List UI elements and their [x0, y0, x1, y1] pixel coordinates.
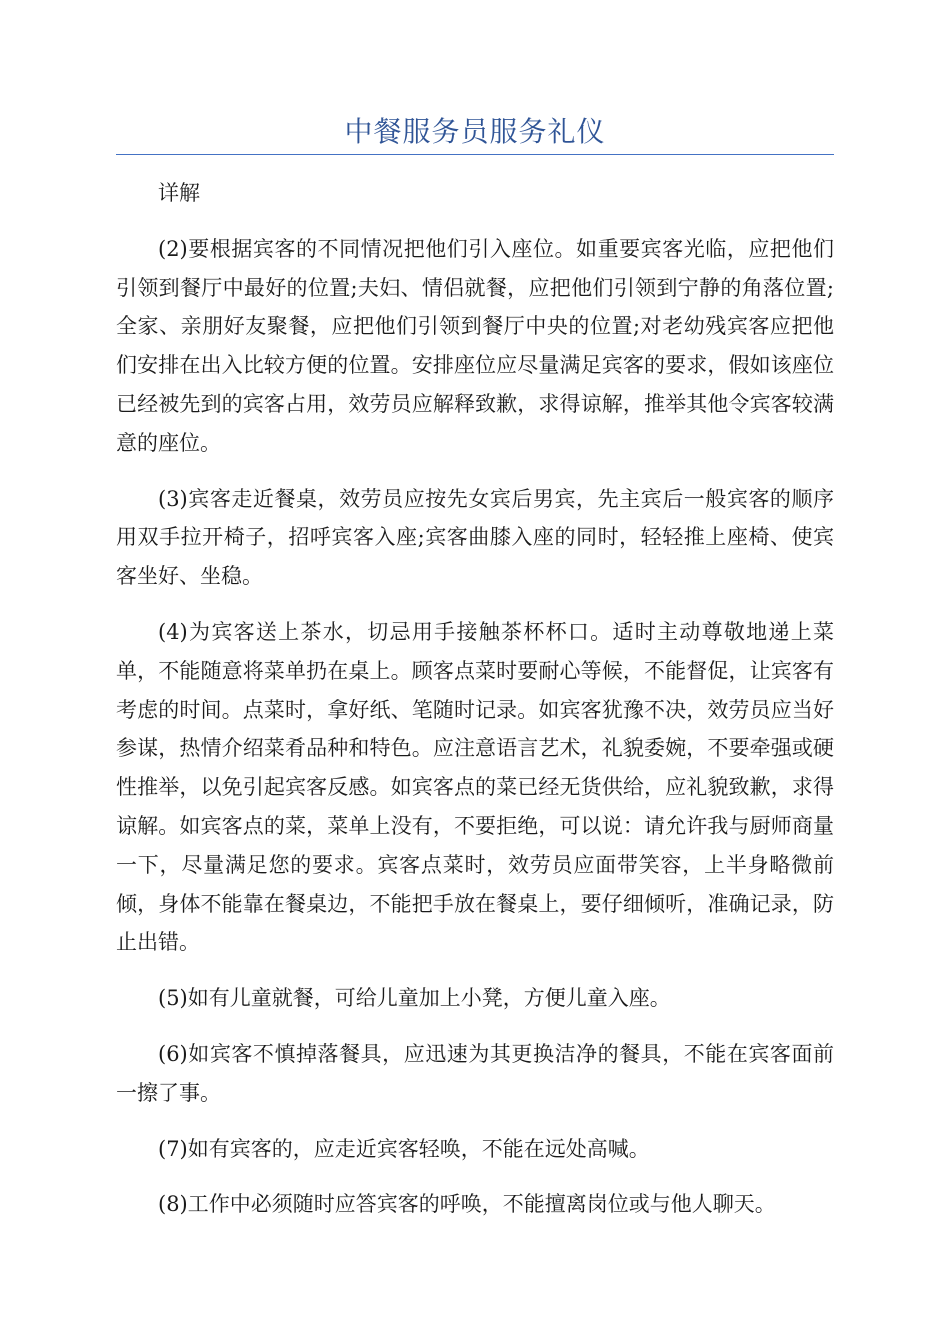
paragraph-7: (7)如有宾客的，应走近宾客轻唤，不能在远处高喊。: [158, 1136, 650, 1161]
paragraph-2: (2)要根据宾客的不同情况把他们引入座位。如重要宾客光临，应把他们引领到餐厅中最好的位置;夫妇、情侣就餐，应把他们引领到宁静的角落位置;全家、亲朋好友聚餐，应把他们引领到餐厅中央的位置;对老幼残宾客应把他们安排在出入比较方便的位置。安排座位应尽量满足宾客的要求，假如该座位已经被先到的宾客占用，效劳员应解释致歉，求得谅解，推举其他令宾客较满意的座位。: [116, 236, 834, 455]
paragraph-4: (4)为宾客送上茶水，切忌用手接触茶杯杯口。适时主动尊敬地递上菜单，不能随意将菜单扔在桌上。顾客点菜时要耐心等候，不能督促，让宾客有考虑的时间。点菜时，拿好纸、笔随时记录。如宾客犹豫不决，效劳员应当好参谋，热情介绍菜肴品种和特色。应注意语言艺术，礼貌委婉，不要牵强或硬性推举，以免引起宾客反感。如宾客点的菜已经无货供给，应礼貌致歉，求得谅解。如宾客点的菜，菜单上没有，不要拒绝，可以说：请允许我与厨师商量一下，尽量满足您的要求。宾客点菜时，效劳员应面带笑容，上半身略微前倾，身体不能靠在餐桌边，不能把手放在餐桌上，要仔细倾听，准确记录，防止出错。: [116, 619, 834, 955]
document-title: 中餐服务员服务礼仪: [344, 115, 606, 148]
paragraph-intro: 详解: [158, 181, 200, 205]
paragraph-5: (5)如有儿童就餐，可给儿童加上小凳，方便儿童入座。: [158, 986, 671, 1011]
paragraph-8: (8)工作中必须随时应答宾客的呼唤，不能擅离岗位或与他人聊天。: [158, 1192, 776, 1217]
paragraph-3: (3)宾客走近餐桌，效劳员应按先女宾后男宾，先主宾后一般宾客的顺序用双手拉开椅子，招呼宾客入座;宾客曲膝入座的同时，轻轻推上座椅、使宾客坐好、坐稳。: [116, 486, 834, 589]
document-body: [116, 174, 834, 1241]
title-underline: [116, 154, 834, 155]
paragraph-6: (6)如宾客不慎掉落餐具，应迅速为其更换洁净的餐具，不能在宾客面前一擦了事。: [116, 1041, 834, 1105]
